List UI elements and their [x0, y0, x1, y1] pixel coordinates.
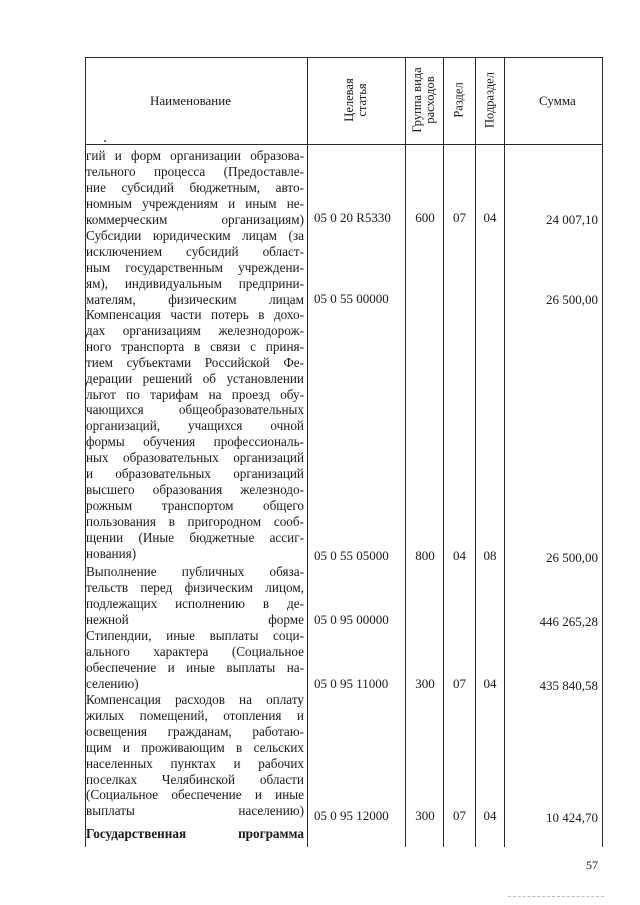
table-top-border	[85, 57, 603, 58]
row-name: Стипендии, иные выплаты соци- ального характера (Социальное обеспечение и иные выплаты на- селению)	[86, 628, 304, 691]
row-sum: 26 500,00	[546, 292, 598, 307]
row-section: 04	[453, 548, 466, 563]
row-group: 600	[415, 210, 435, 225]
row-section: 07	[453, 808, 466, 823]
row-name: Государственная программа	[86, 826, 304, 841]
col-border-subsection	[504, 57, 505, 847]
header-target: Целевая статья	[342, 78, 369, 122]
row-sum: 435 840,58	[539, 678, 598, 693]
header-bottom-border	[85, 144, 603, 145]
row-code: 05 0 55 00000	[314, 291, 389, 306]
col-border-name	[307, 57, 308, 847]
row-sum: 26 500,00	[546, 550, 598, 565]
row-code: 05 0 20 R5330	[314, 210, 391, 225]
col-border-group	[443, 57, 444, 847]
header-sum: Сумма	[539, 93, 576, 108]
row-group: 800	[415, 548, 435, 563]
footer-line	[508, 896, 604, 897]
page-number: 57	[586, 858, 598, 872]
header-name: Наименование	[150, 93, 231, 108]
row-name: Выполнение публичных обяза- тельств перед физическим лицом, подлежащих исполнению в де- нежной форме	[86, 564, 304, 627]
row-group: 300	[415, 808, 435, 823]
row-sum: 10 424,70	[546, 810, 598, 825]
col-border-code	[405, 57, 406, 847]
row-code: 05 0 55 05000	[314, 548, 389, 563]
row-name: Компенсация части потерь в дохо- дах организациям железнодорож- ного транспорта в связи с приня- тием субъектами Российской Фе- дерации решений об установлении льгот по тарифам на проезд обу- чающихся общеобразовательных организаций, учащихся очной формы обучения профессиональ- ных образовательных организаций и образовательных организаций высшего образования железнодо- рожным транспортом общего пользования в пригородном сооб- щении (Иные бюджетные ассиг- нования)	[86, 307, 304, 561]
col-border-section	[475, 57, 476, 847]
row-name: Субсидии юридическим лицам (за исключением субсидий област- ным государственным учреждени- ям), индивидуальным предприни- мателям, физическим лицам	[86, 228, 304, 307]
row-name: Компенсация расходов на оплату жилых помещений, отопления и освещения гражданам, работаю- щим и проживающим в сельских населенных пунктах и рабочих поселках Челябинской области (Социальное обеспечение и иные выплаты населению)	[86, 692, 304, 819]
row-section: 07	[453, 676, 466, 691]
row-subsection: 04	[483, 210, 497, 225]
row-name: гий и форм организации образова- тельного процесса (Предоставле- ние субсидий бюджетным, авто- номным учреждениям и иным не- коммерческим организациям)	[86, 148, 304, 227]
row-code: 05 0 95 12000	[314, 808, 389, 823]
row-subsection: 04	[483, 676, 497, 691]
scan-dot	[104, 140, 106, 142]
row-subsection: 08	[483, 548, 497, 563]
header-subsection: Подраздел	[482, 72, 497, 128]
header-group: Группа вида расходов	[410, 67, 437, 133]
row-code: 05 0 95 00000	[314, 612, 389, 627]
row-section: 07	[453, 210, 466, 225]
row-subsection: 04	[483, 808, 497, 823]
row-group: 300	[415, 676, 435, 691]
col-border-right	[602, 57, 603, 847]
row-sum: 24 007,10	[546, 212, 598, 227]
row-sum: 446 265,28	[539, 614, 598, 629]
row-code: 05 0 95 11000	[314, 676, 389, 691]
header-section: Раздел	[451, 82, 466, 118]
